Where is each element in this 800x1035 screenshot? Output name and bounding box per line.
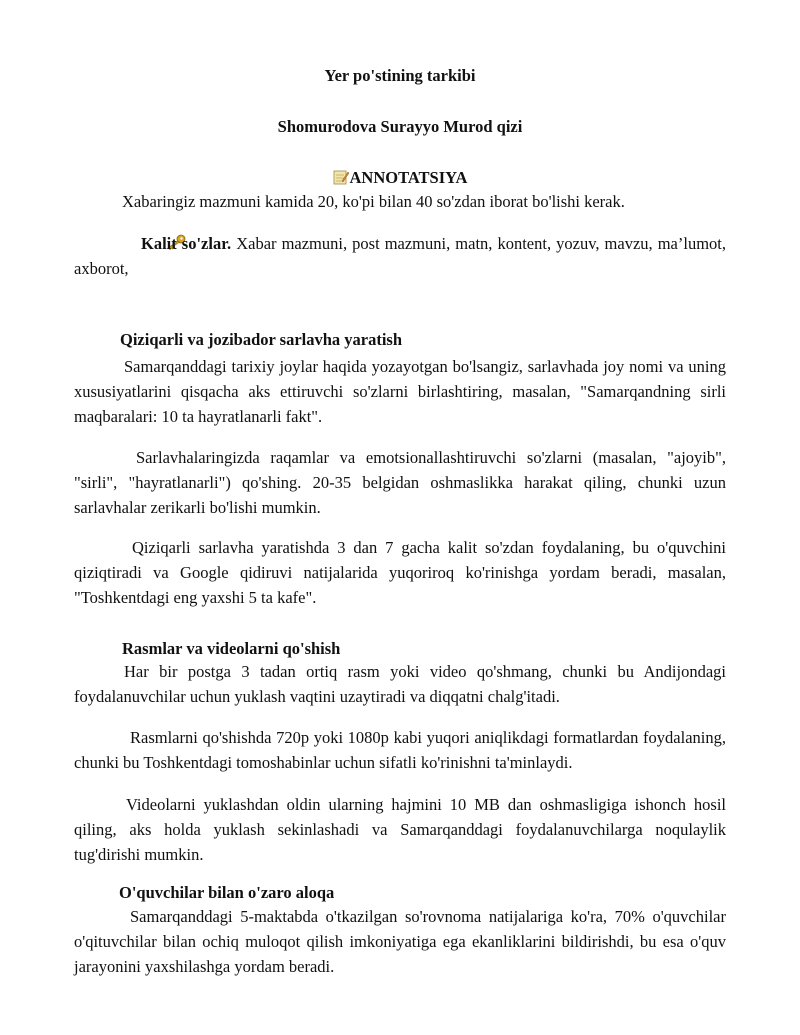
key-icon — [120, 232, 140, 248]
section-paragraph: Har bir postga 3 tadan ortiq rasm yoki video qo'shmang, chunki bu Andijondagi foydalanuvchilar uchun yuklash vaqtini uzaytiradi va diqqatni chalg'itadi. — [74, 662, 726, 706]
section-paragraph: Videolarni yuklashdan oldin ularning hajmini 10 MB dan oshmasligiga ishonch hosil qiling, aks holda yuklash sekinlashadi va Samarqanddagi foydalanuvchilarga noqulaylik tug'dirishi mumkin. — [74, 795, 726, 864]
section-heading: Qiziqarli va jozibador sarlavha yaratish — [120, 330, 403, 349]
section-paragraph: Samarqanddagi 5-maktabda o'tkazilgan so'rovnoma natijalariga ko'ra, 70% o'quvchilar o'qituvchilar bilan ochiq muloqot qilish imkoniyatiga ega ekanliklarini bildirishdi, bu esa o'quv jarayonini yaxshilashga yordam beradi. — [74, 907, 726, 976]
keywords-text: Xabar mazmuni, post mazmuni, matn, kontent, yozuv, mavzu, ma’lumot, axborot, — [74, 234, 726, 278]
document-title: Yer po'stining tarkibi — [324, 66, 476, 85]
section-paragraph: Samarqanddagi tarixiy joylar haqida yozayotgan bo'lsangiz, sarlavhada joy nomi va uning xususiyatlarini qisqacha aks ettiruvchi so'zlarni birlashtiring, masalan, "Samarqandning sirli maqbaralari: 10 ta hayratlanarli fakt". — [74, 357, 726, 426]
section-paragraph: Sarlavhalaringizda raqamlar va emotsionallashtiruvchi so'zlarni (masalan, "ajoyib", "sirli", "hayratlanarli") qo'shing. 20-35 belgidan oshmaslikka harakat qiling, chunki uzun sarlavhalar zerikarli bo'lishi mumkin. — [74, 448, 726, 517]
keywords-label: Kalit so'zlar. — [141, 234, 232, 253]
section-heading: Rasmlar va videolarni qo'shish — [122, 639, 341, 658]
keywords-paragraph — [74, 231, 726, 281]
note-pencil-icon — [333, 169, 349, 185]
annotation-heading-line — [0, 168, 800, 188]
annotation-text: Xabaringiz mazmuni kamida 20, ko'pi bilan 40 so'zdan iborat bo'lishi kerak. — [122, 192, 625, 211]
document-author: Shomurodova Surayyo Murod qizi — [277, 117, 523, 136]
annotation-heading: ANNOTATSIYA — [349, 168, 468, 187]
section-paragraph: Qiziqarli sarlavha yaratishda 3 dan 7 gacha kalit so'zdan foydalaning, bu o'quvchini qiziqtiradi va Google qidiruvi natijalarida yuqoriroq ko'rinishga yordam beradi, masalan, "Toshkentdagi eng yaxshi 5 ta kafe". — [74, 538, 726, 607]
section-heading: O'quvchilar bilan o'zaro aloqa — [119, 883, 335, 902]
section-paragraph: Rasmlarni qo'shishda 720p yoki 1080p kabi yuqori aniqlikdagi formatlardan foydalaning, chunki bu Toshkentdagi tomoshabinlar uchun sifatli ko'rinishni ta'minlaydi. — [74, 728, 726, 772]
